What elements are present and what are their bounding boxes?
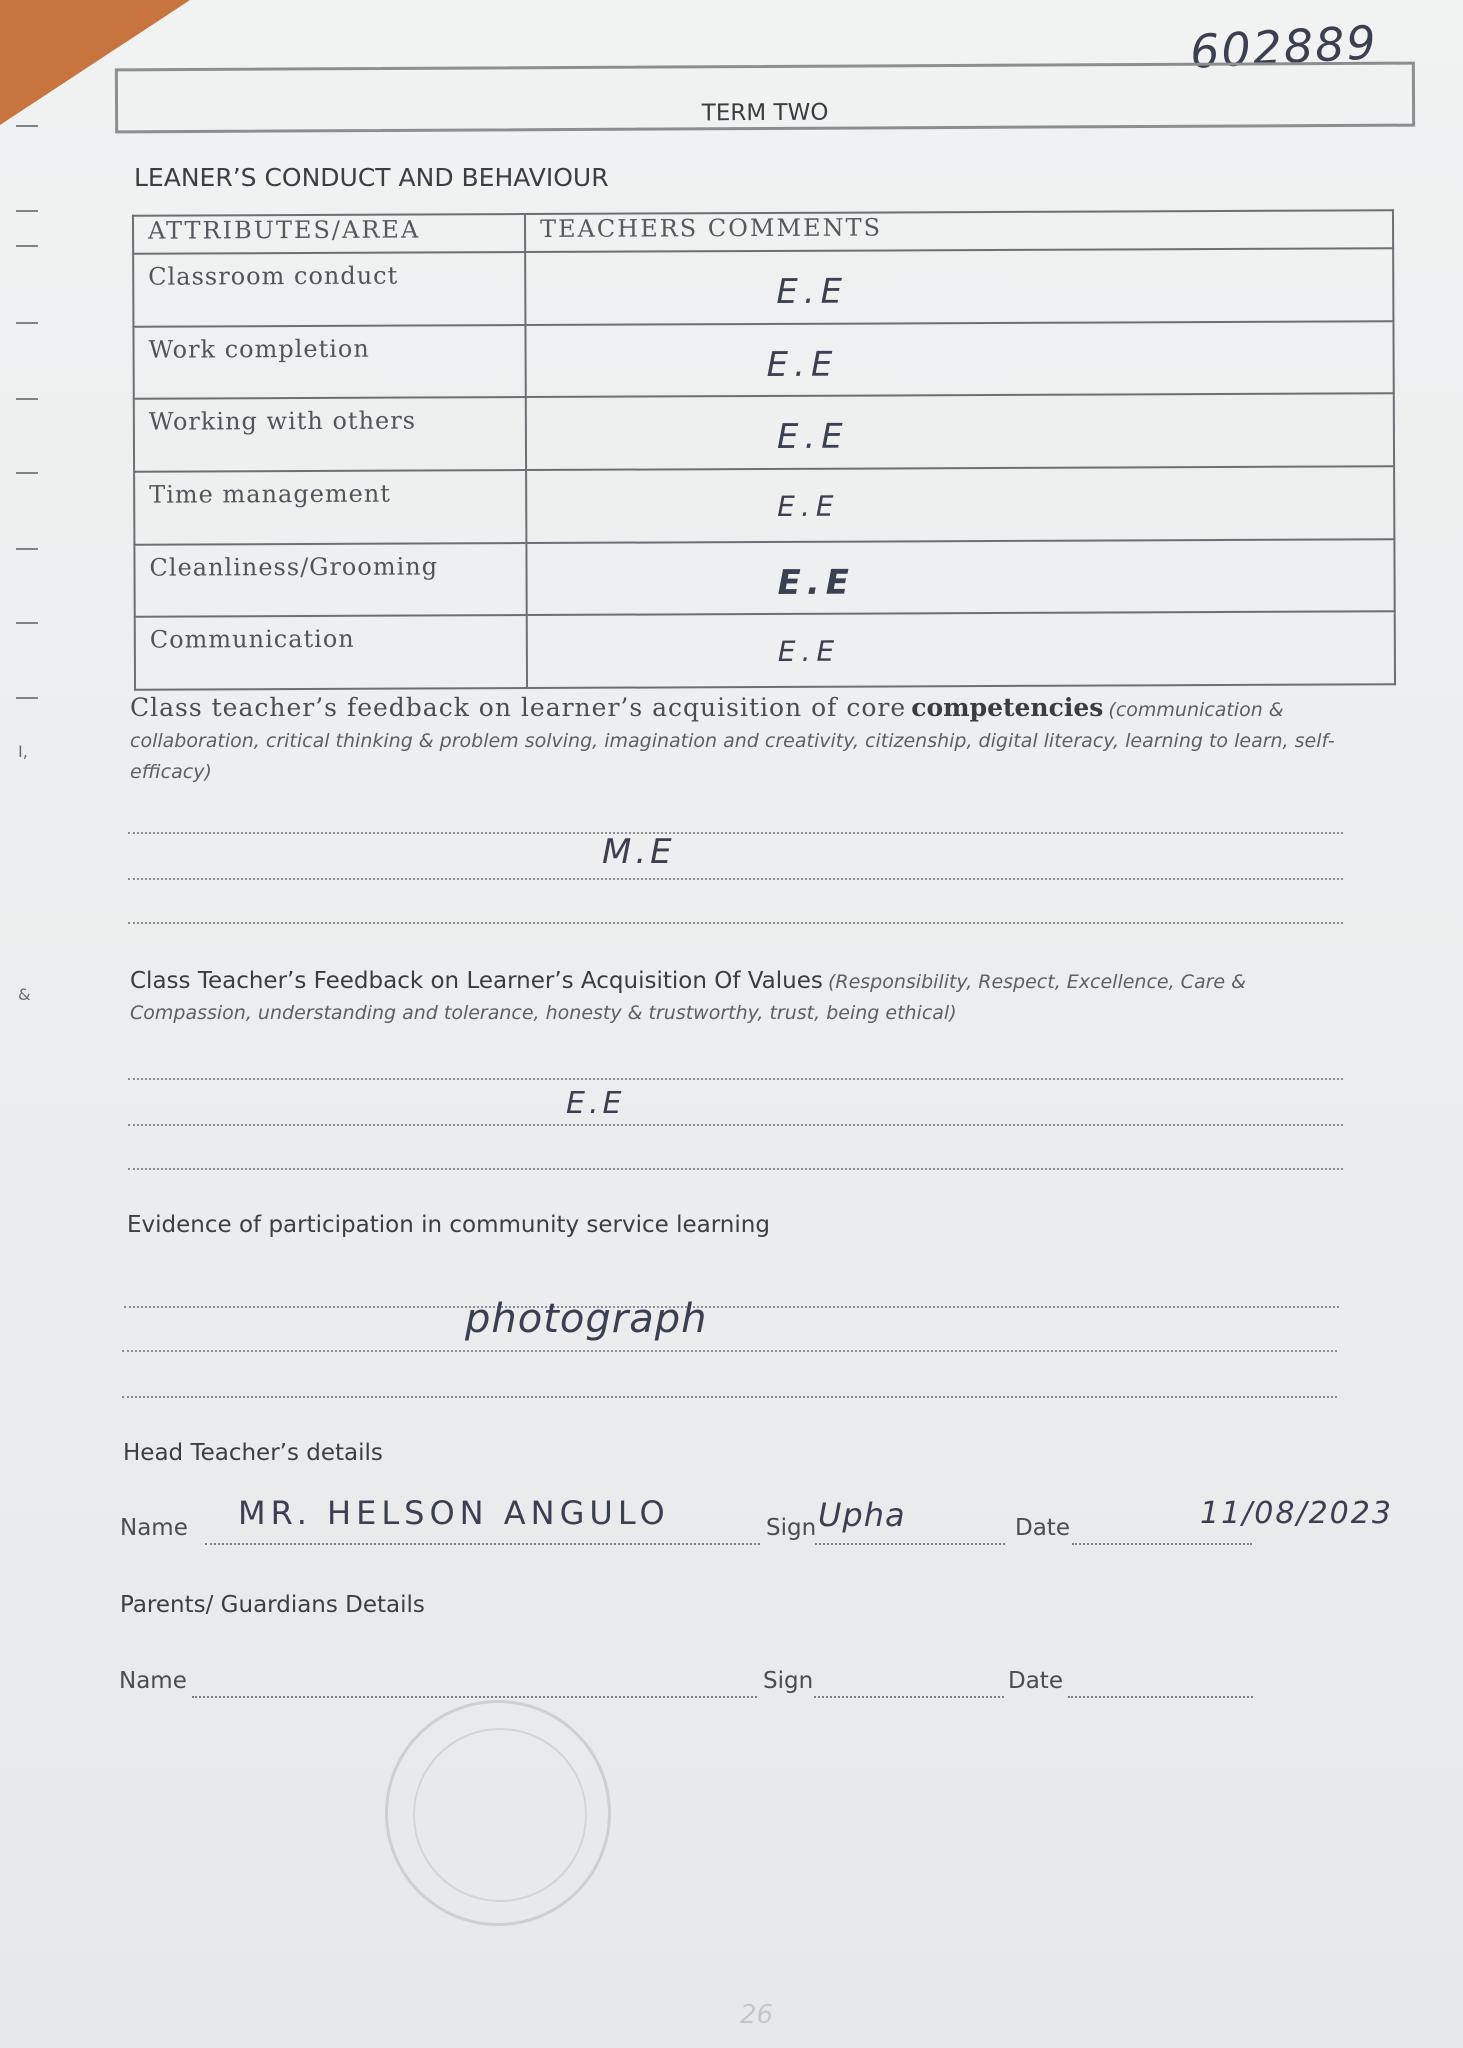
- comment-cell: [526, 466, 1394, 542]
- values-detail: (Responsibility, Respect, Excellence, Care & Compassion, understanding and tolerance, honesty & trustworthy, trust, being ethical): [130, 971, 1246, 1024]
- answer-line: [122, 1350, 1337, 1352]
- header-attributes: ATTRIBUTES/AREA: [133, 214, 525, 254]
- comment-cell: [527, 612, 1395, 689]
- answer-line: [128, 878, 1343, 880]
- school-stamp-inner: [413, 1728, 587, 1902]
- attribute-cell: Classroom conduct: [133, 252, 525, 326]
- serial-number: 602889: [1188, 15, 1379, 79]
- margin-tick: [16, 210, 38, 212]
- answer-line: [122, 1396, 1337, 1398]
- head-teacher-date: 11/08/2023: [1200, 1496, 1393, 1531]
- margin-tick: [16, 398, 38, 400]
- parents-sign-field[interactable]: [814, 1696, 1004, 1698]
- margin-tick: [16, 548, 38, 550]
- community-response: photograph: [465, 1296, 708, 1342]
- attribute-cell: Communication: [135, 615, 527, 689]
- margin-mark: &: [18, 985, 31, 1004]
- term-title: TERM TWO: [701, 99, 829, 127]
- header-teachers-comments: TEACHERS COMMENTS: [525, 210, 1393, 252]
- answer-line: [124, 1306, 1339, 1308]
- sign-line: [815, 1543, 1005, 1545]
- competencies-bold: competencies: [911, 693, 1104, 722]
- parents-title: Parents/ Guardians Details: [120, 1592, 425, 1618]
- handwritten-comment: E.E: [777, 562, 856, 603]
- community-prompt: Evidence of participation in community service learning: [127, 1212, 770, 1238]
- attribute-cell: Work completion: [133, 325, 525, 399]
- handwritten-comment: E.E: [776, 271, 849, 312]
- head-teacher-title: Head Teacher’s details: [123, 1440, 383, 1466]
- handwritten-comment: E.E: [777, 634, 841, 669]
- margin-tick: [16, 322, 38, 324]
- competencies-detail: (communication & collaboration, critical thinking & problem solving, imagination and creativity, citizenship, digital literacy, learning to learn, self-efficacy): [130, 699, 1335, 783]
- term-banner: [115, 62, 1415, 134]
- date-line: [1072, 1543, 1252, 1545]
- answer-line: [128, 832, 1343, 834]
- name-line: [205, 1543, 760, 1545]
- margin-tick: [16, 697, 38, 699]
- handwritten-comment: E.E: [777, 489, 840, 523]
- margin-tick: [16, 125, 38, 127]
- attribute-cell: Time management: [134, 470, 526, 544]
- table-row: [134, 466, 1394, 544]
- table-row: [134, 539, 1394, 617]
- handwritten-comment: E.E: [766, 344, 839, 385]
- competencies-lead: Class teacher’s feedback on learner’s acquisition of core: [130, 693, 907, 722]
- table-row: [134, 394, 1394, 472]
- handwritten-comment: E.E: [776, 416, 849, 458]
- answer-line: [128, 1078, 1343, 1080]
- comment-cell: [526, 539, 1394, 615]
- attribute-cell: Working with others: [134, 397, 526, 471]
- table-row: [135, 612, 1395, 690]
- margin-tick: [16, 245, 38, 247]
- table-row: [133, 248, 1393, 326]
- head-teacher-name-label: Name: [120, 1515, 188, 1541]
- margin-tick: [16, 622, 38, 624]
- parents-sign-label: Sign: [763, 1668, 814, 1694]
- answer-line: [128, 1168, 1343, 1170]
- comment-cell: [525, 248, 1393, 324]
- values-lead: Class Teacher’s Feedback on Learner’s Acquisition Of Values: [130, 968, 823, 994]
- head-teacher-sign-label: Sign: [766, 1515, 817, 1541]
- values-response: E.E: [566, 1086, 626, 1121]
- comment-cell: [526, 394, 1394, 470]
- answer-line: [128, 1124, 1343, 1126]
- head-teacher-name: MR. HELSON ANGULO: [238, 1494, 670, 1532]
- conduct-section-title: LEANER’S CONDUCT AND BEHAVIOUR: [134, 163, 609, 192]
- values-prompt: [130, 966, 1360, 1029]
- parents-date-label: Date: [1008, 1668, 1063, 1694]
- attribute-cell: Cleanliness/Grooming: [134, 543, 526, 617]
- table-header-row: [133, 210, 1393, 253]
- head-teacher-date-label: Date: [1015, 1515, 1070, 1541]
- answer-line: [128, 922, 1343, 924]
- parents-name-field[interactable]: [192, 1696, 757, 1698]
- school-stamp: [385, 1700, 611, 1926]
- conduct-table: [132, 209, 1396, 691]
- comment-cell: [525, 321, 1393, 397]
- parents-name-label: Name: [119, 1668, 187, 1694]
- margin-mark: I,: [18, 742, 28, 761]
- competencies-prompt: [130, 692, 1360, 788]
- page-mark: 26: [740, 2000, 774, 2030]
- competencies-response: M.E: [602, 832, 676, 872]
- parents-date-field[interactable]: [1068, 1696, 1253, 1698]
- margin-tick: [16, 472, 38, 474]
- table-row: [133, 321, 1393, 399]
- head-teacher-signature: Upha: [818, 1496, 906, 1534]
